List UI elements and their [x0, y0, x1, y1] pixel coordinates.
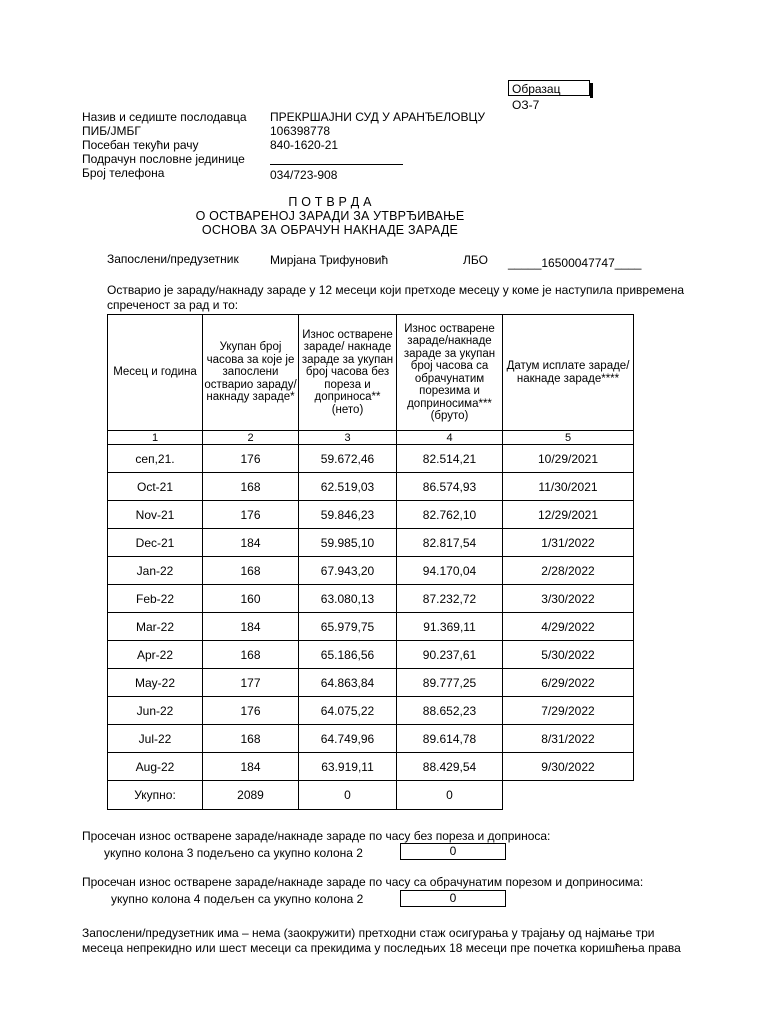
lbo-value: _____16500047747____	[508, 256, 642, 270]
table-row	[108, 753, 634, 781]
total-cell: Укупно:	[108, 781, 203, 810]
table-cell: 1/31/2022	[503, 529, 634, 557]
table-cell: 89.777,25	[397, 669, 503, 697]
table-cell: 168	[203, 725, 299, 753]
table-cell: Feb-22	[108, 585, 203, 613]
table-row	[108, 669, 634, 697]
earnings-table	[107, 314, 634, 810]
col-number: 5	[503, 431, 634, 445]
col-number: 2	[203, 431, 299, 445]
table-row	[108, 613, 634, 641]
table-cell: Dec-21	[108, 529, 203, 557]
total-cell: 2089	[203, 781, 299, 810]
header-date: Датум исплате зараде/накнаде зараде****	[503, 315, 634, 431]
footer-text-2: месеца непрекидно или шест месеци са прекидима у последњих 18 месеци пре почетка коришћења права	[82, 941, 681, 955]
table-row	[108, 529, 634, 557]
header-gross: Износ остварене зараде/накнаде зараде за укупан број часова са обрачунатим порезима и доприносима*** (бруто)	[397, 315, 503, 431]
table-total-row	[108, 781, 634, 810]
table-cell: 184	[203, 753, 299, 781]
table-row	[108, 501, 634, 529]
average2-text: Просечан износ остварене зараде/накнаде зараде по часу са обрачунатим порезом и доприносима:	[82, 875, 644, 889]
phone-value: 034/723-908	[270, 168, 338, 182]
document-title: П О Т В Р Д А	[288, 195, 372, 209]
table-cell: 82.762,10	[397, 501, 503, 529]
table-cell: 176	[203, 697, 299, 725]
table-cell: 63.919,11	[299, 753, 397, 781]
table-header-row	[108, 315, 634, 431]
intro-text-2: спреченост за рад и то:	[107, 298, 239, 312]
header-month: Месец и година	[108, 315, 203, 431]
total-cell: 0	[299, 781, 397, 810]
table-cell: 89.614,78	[397, 725, 503, 753]
table-cell: 88.429,54	[397, 753, 503, 781]
table-cell: Nov-21	[108, 501, 203, 529]
table-cell: Apr-22	[108, 641, 203, 669]
table-cell: 176	[203, 445, 299, 473]
table-cell: 9/30/2022	[503, 753, 634, 781]
account-label: Посебан текући рачу	[82, 138, 199, 152]
table-cell: 168	[203, 641, 299, 669]
table-row	[108, 445, 634, 473]
table-cell: 90.237,61	[397, 641, 503, 669]
table-row	[108, 473, 634, 501]
table-cell: сеп,21.	[108, 445, 203, 473]
average2-value: 0	[400, 890, 506, 907]
average1-text: Просечан износ остварене зараде/накнаде зараде по часу без пореза и доприноса:	[82, 829, 551, 843]
header-hours: Укупан број часова за које је запослени остварио зараду/накнаду зараде*	[203, 315, 299, 431]
table-cell: Jan-22	[108, 557, 203, 585]
table-cell: Jul-22	[108, 725, 203, 753]
lbo-label: ЛБО	[463, 253, 488, 267]
table-row	[108, 585, 634, 613]
table-cell: 87.232,72	[397, 585, 503, 613]
employee-label: Запослени/предузетник	[107, 252, 239, 266]
subaccount-underline	[270, 164, 403, 165]
table-cell: 65.186,56	[299, 641, 397, 669]
table-cell: 4/29/2022	[503, 613, 634, 641]
table-cell: 11/30/2021	[503, 473, 634, 501]
table-cell: 10/29/2021	[503, 445, 634, 473]
total-cell: 0	[397, 781, 503, 810]
footer-text-1: Запослени/предузетник има – нема (заокружити) претходни стаж осигурања у трајању од најмање три	[82, 926, 655, 940]
table-cell: Oct-21	[108, 473, 203, 501]
document-subtitle-2: ОСНОВА ЗА ОБРАЧУН НАКНАДЕ ЗАРАДЕ	[201, 223, 459, 237]
table-cell: 2/28/2022	[503, 557, 634, 585]
table-cell: 160	[203, 585, 299, 613]
col-number: 3	[299, 431, 397, 445]
pib-label: ПИБ/ЈМБГ	[82, 124, 141, 138]
table-cell: 59.846,23	[299, 501, 397, 529]
table-row	[108, 697, 634, 725]
table-cell: 62.519,03	[299, 473, 397, 501]
table-cell: 82.817,54	[397, 529, 503, 557]
average1-value: 0	[400, 843, 506, 860]
intro-text-1: Остварио је зараду/накнаду зараде у 12 месеци који претходе месецу у коме је наступила привремена	[107, 283, 684, 297]
table-row	[108, 725, 634, 753]
table-cell: 168	[203, 557, 299, 585]
table-cell: 64.749,96	[299, 725, 397, 753]
table-cell: 67.943,20	[299, 557, 397, 585]
table-cell: 94.170,04	[397, 557, 503, 585]
table-cell: 177	[203, 669, 299, 697]
column-number-row	[108, 431, 634, 445]
table-cell: Jun-22	[108, 697, 203, 725]
table-cell: 91.369,11	[397, 613, 503, 641]
table-cell: May-22	[108, 669, 203, 697]
col-number: 4	[397, 431, 503, 445]
table-row	[108, 641, 634, 669]
table-cell: 5/30/2022	[503, 641, 634, 669]
employer-name-value: ПРЕКРШАЈНИ СУД У АРАНЂЕЛОВЦУ	[270, 110, 485, 124]
table-cell: 59.672,46	[299, 445, 397, 473]
table-cell: 3/30/2022	[503, 585, 634, 613]
employee-name: Мирјана Трифуновић	[270, 253, 389, 267]
table-cell: Mar-22	[108, 613, 203, 641]
total-blank-cell	[503, 781, 634, 810]
table-cell: 59.985,10	[299, 529, 397, 557]
table-cell: 64.863,84	[299, 669, 397, 697]
header-net: Износ остварене зараде/ накнаде зараде за укупан број часова без пореза и доприноса** (нето)	[299, 315, 397, 431]
table-row	[108, 557, 634, 585]
pib-value: 106398778	[270, 124, 331, 138]
average1-calc: укупно колона 3 подељено са укупно колона 2	[104, 846, 363, 860]
document-subtitle-1: О ОСТВАРЕНОЈ ЗАРАДИ ЗА УТВРЂИВАЊЕ	[195, 209, 465, 223]
table-cell: 184	[203, 613, 299, 641]
table-cell: 88.652,23	[397, 697, 503, 725]
table-cell: 65.979,75	[299, 613, 397, 641]
table-cell: 7/29/2022	[503, 697, 634, 725]
table-cell: 168	[203, 473, 299, 501]
phone-label: Број телефона	[82, 166, 165, 180]
table-cell: 86.574,93	[397, 473, 503, 501]
table-cell: Aug-22	[108, 753, 203, 781]
employer-name-label: Назив и седиште послодавца	[82, 110, 247, 124]
table-cell: 12/29/2021	[503, 501, 634, 529]
table-cell: 8/31/2022	[503, 725, 634, 753]
table-cell: 6/29/2022	[503, 669, 634, 697]
average2-calc: укупно колона 4 подељен са укупно колона 2	[111, 892, 364, 906]
account-value: 840-1620-21	[270, 138, 339, 152]
table-cell: 82.514,21	[397, 445, 503, 473]
subaccount-label: Подрачун пословне јединице	[82, 152, 245, 166]
table-cell: 63.080,13	[299, 585, 397, 613]
col-number: 1	[108, 431, 203, 445]
form-label: Образац ОЗ-7	[508, 80, 590, 96]
table-cell: 184	[203, 529, 299, 557]
table-cell: 176	[203, 501, 299, 529]
table-cell: 64.075,22	[299, 697, 397, 725]
